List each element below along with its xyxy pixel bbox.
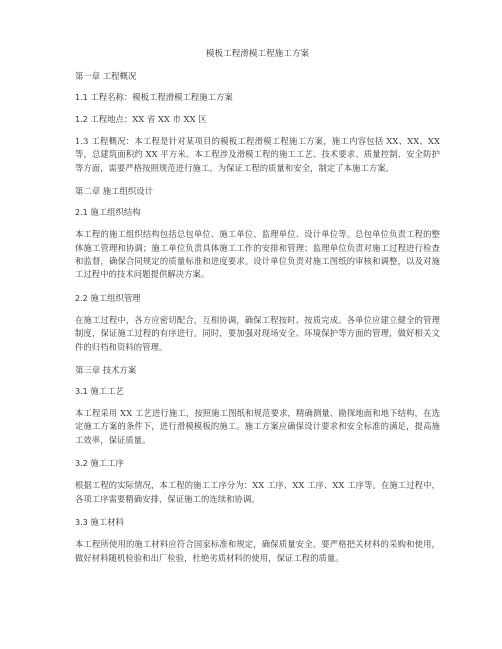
section-3-3-body: 本工程所使用的施工材料应符合国家标准和规定，确保质量安全。要严格把关材料的采购和使用，做好材料随机检验和出厂检验，杜绝劣质材料的使用，保证工程的质量。 [75,539,440,563]
section-2-1-number: 2.1 [75,208,88,218]
chapter-1-heading: 第一章 工程概况 [75,71,137,81]
section-1-1 [75,91,440,104]
section-1-3 [75,135,440,175]
section-2-2-body: 在施工过程中，各方应密切配合，互相协调，确保工程按时、按质完成。各单位应建立健全的管理制度，保证施工过程的有序进行。同时，要加强对现场安全、环境保护等方面的管理，做好相关文件的归档和资料的管理。 [75,314,440,352]
section-2-1-body: 本工程的施工组织结构包括总包单位、施工单位、监理单位、设计单位等。总包单位负责工程的整体施工管理和协调；施工单位负责具体施工工作的安排和管理；监理单位负责对施工过程进行检查和监督，确保合同规定的质量标准和进度要求。设计单位负责对施工图纸的审核和调整，以及对施工过程中的技术问题提供解决方案。 [75,229,440,280]
section-3-1-body: 本工程采用 XX 工艺进行施工，按照施工图纸和规范要求，精确测量、勘探地面和地下结构，在选定施工方案的条件下，进行滑模模板的施工。施工方案应确保设计要求和安全标准的满足，提高施工效率，保证质量。 [75,408,440,445]
section-3-2-heading [75,457,440,470]
section-3-1-title: 施工工艺 [87,386,124,397]
section-1-1-text: 工程名称：模板工程滑模工程施工方案 [87,92,233,102]
section-2-1-heading [75,206,440,219]
section-2-2-title: 施工组织管理 [87,292,141,303]
chapter-2-heading: 第二章 施工组织设计 [75,186,154,197]
section-1-2-text: 工程地点：XX 省 XX 市 XX 区 [87,114,207,124]
section-1-2 [75,113,440,126]
section-1-3-text: 工程概况：本工程是针对某项目的模板工程滑模工程施工方案，施工内容包括 XX、XX、XX 等，总建筑面积约 XX 平方米。本工程涉及滑模工程的施工工艺、技术要求、质量控制、安全防护等方面，需要严格按照规范进行施工。为保证工程的质量和安全，制定了本施工方案。 [75,136,440,173]
document-title: 模板工程滑模工程施工方案 [205,49,310,59]
section-3-1-heading [75,385,440,398]
chapter-3-heading: 第三章 技术方案 [75,365,137,376]
section-1-3-number: 1.3 [75,136,89,146]
section-3-1-number: 3.1 [75,387,88,397]
section-3-3-heading [75,516,440,529]
section-2-2-heading [75,292,440,305]
section-3-2-title: 施工工序 [87,458,124,469]
section-2-1-title: 施工组织结构 [87,207,141,218]
section-3-3-number: 3.3 [75,518,88,528]
section-3-2-number: 3.2 [75,459,88,469]
section-3-2-body: 根据工程的实际情况，本工程的施工工序分为：XX 工序、XX 工序、XX 工序等。在施工过程中，各项工序需要精确安排，保证施工的连续和协调。 [75,480,440,504]
section-1-1-number: 1.1 [75,93,88,102]
section-3-3-title: 施工材料 [87,517,124,528]
section-2-2-number: 2.2 [75,293,88,303]
section-1-2-number: 1.2 [75,115,88,124]
